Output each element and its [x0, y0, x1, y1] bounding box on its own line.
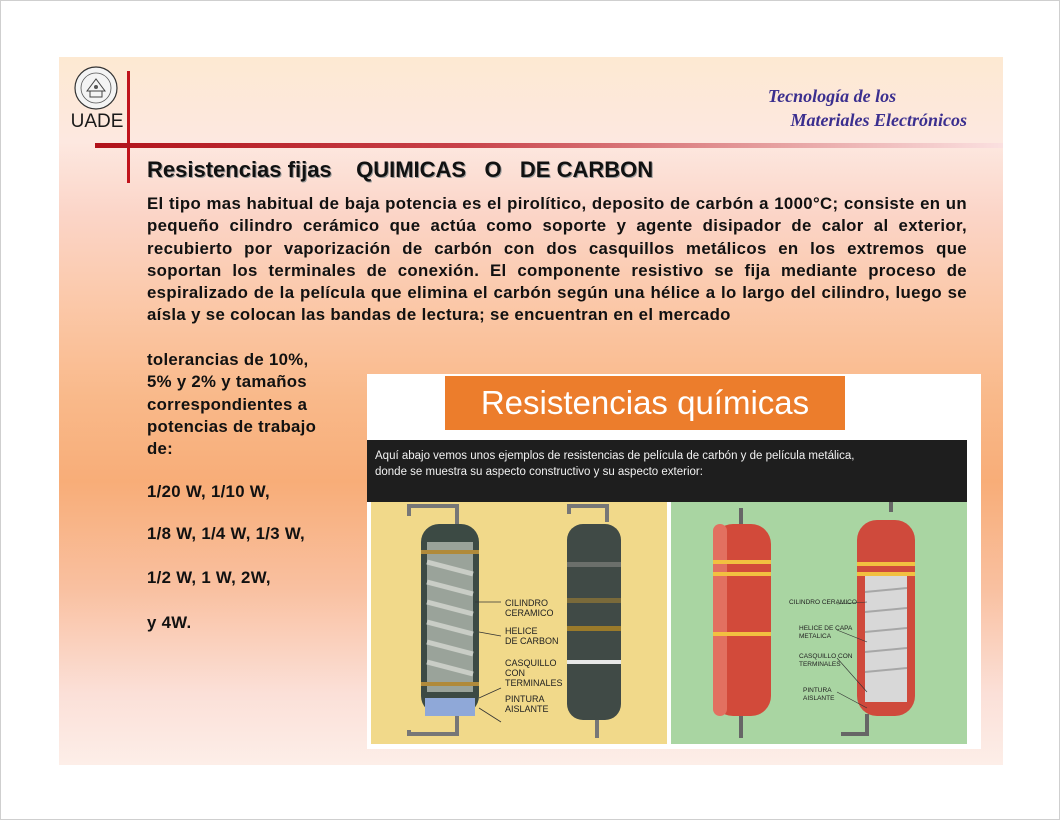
slide-heading: Resistencias fijas QUIMICAS O DE CARBON — [147, 157, 654, 182]
label-terminales-right: TERMINALES — [799, 661, 841, 668]
label-pintura-right: PINTURA — [803, 687, 832, 694]
course-title — [727, 84, 967, 132]
tolerance-line: potencias de trabajo — [147, 416, 317, 436]
tolerance-line: correspondientes a — [147, 394, 308, 414]
tolerance-text — [147, 349, 367, 460]
label-cilindro-ceramico: CILINDRO CERAMICO — [789, 599, 857, 606]
label-metalica: METALICA — [799, 633, 832, 640]
label-con: CON — [505, 668, 525, 678]
label-aislante: AISLANTE — [505, 704, 549, 714]
course-title-line2: Materiales Electrónicos — [790, 110, 967, 130]
figure-caption-line: donde se muestra su aspecto constructivo y su aspecto exterior: — [375, 466, 703, 478]
carbon-film-panel — [371, 502, 667, 744]
label-casquillo-con: CASQUILLO CON — [799, 653, 853, 660]
slide — [59, 57, 1003, 765]
course-title-line1: Tecnología de los — [767, 86, 897, 106]
horizontal-accent-line — [95, 143, 1003, 148]
label-terminales: TERMINALES — [505, 678, 563, 688]
power-rating-line: y 4W. — [147, 613, 192, 632]
label-cilindro: CILINDRO — [505, 598, 549, 608]
figure-caption — [367, 440, 967, 502]
body-paragraph: El tipo mas habitual de baja potencia es el pirolítico, deposito de carbón a 1000°C; consiste en un pequeño cilindro cerámico que actúa como soporte y agente disipador de calor al exterior, recubierto por vaporización de carbón con dos casquillos metálicos en los extremos que soportan los terminales de conexión. El componente resistivo se fija mediante proceso de espiralizado de la película que elimina el carbón según una hélice a lo largo del cilindro, luego se aísla y se colocan las bandas de lectura; se encuentran en el mercado — [147, 194, 967, 325]
label-helice: HELICE — [505, 626, 538, 636]
label-ceramico: CERAMICO — [505, 608, 554, 618]
tolerance-line: de: — [147, 439, 174, 459]
metal-film-resistor-illustration — [671, 502, 967, 744]
logo-text: UADE — [70, 111, 124, 132]
power-rating-line: 1/2 W, 1 W, 2W, — [147, 568, 271, 587]
university-seal-icon — [73, 65, 119, 111]
uade-logo — [69, 63, 123, 133]
tolerance-line: 5% y 2% y tamaños — [147, 372, 307, 392]
label-de-carbon: DE CARBON — [505, 636, 559, 646]
tolerance-line: tolerancias de 10%, — [147, 350, 309, 369]
label-helice-capa: HELICE DE CAPA — [799, 625, 853, 632]
vertical-accent-line — [127, 71, 130, 183]
label-aislante-right: AISLANTE — [803, 695, 835, 702]
carbon-resistor-illustration — [371, 502, 667, 744]
power-rating-line: 1/8 W, 1/4 W, 1/3 W, — [147, 524, 306, 543]
power-rating-line: 1/20 W, 1/10 W, — [147, 482, 270, 501]
figure-caption-line: Aquí abajo vemos unos ejemplos de resistencias de película de carbón y de película metálica, — [375, 450, 855, 462]
resistor-figure — [367, 374, 981, 749]
label-casquillo: CASQUILLO — [505, 658, 557, 668]
metal-film-panel — [671, 502, 967, 744]
figure-title: Resistencias químicas — [445, 376, 845, 430]
label-pintura: PINTURA — [505, 694, 545, 704]
